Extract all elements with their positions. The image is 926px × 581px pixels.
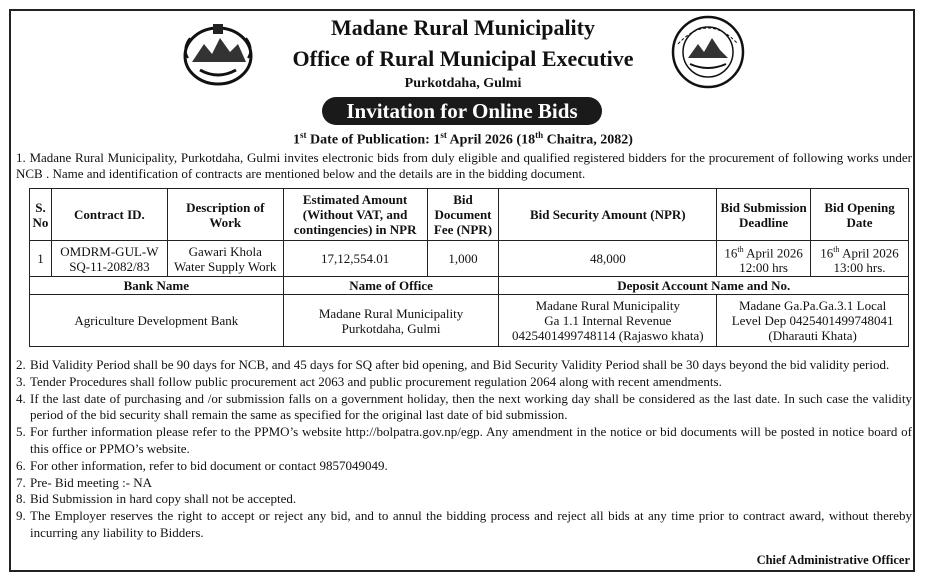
cell-fee: 1,000 xyxy=(427,241,499,277)
col-header-deposit: Deposit Account Name and No. xyxy=(499,277,909,295)
cell-estimate: 17,12,554.01 xyxy=(283,241,427,277)
cell-description: Gawari Khola Water Supply Work xyxy=(167,241,283,277)
bank-header-row xyxy=(30,277,909,295)
list-item: 8. Bid Submission in hard copy shall not be accepted. xyxy=(16,491,297,507)
col-header-estimate: Estimated Amount (Without VAT, and contingencies) in NPR xyxy=(283,189,427,241)
col-header-description: Description of Work xyxy=(167,189,283,241)
intro-paragraph: 1. Madane Rural Municipality, Purkotdaha, Gulmi invites electronic bids from duly eligible and qualified registered bidders for the procurement of following works under NCB . Name and identification of contracts are mentioned below and the details are in the bidding document. xyxy=(16,150,912,181)
cell-sno: 1 xyxy=(30,241,52,277)
list-item: 5. For further information please refer to the PPMO’s website http://bolpatra.gov.np/egp. Any amendment in the notice or bid documents will be posted in notice board of this office or PPMO’s website. xyxy=(16,424,912,456)
cell-deposit-revenue: Madane Rural Municipality Ga 1.1 Internal Revenue 0425401499748114 (Rajaswo khata) xyxy=(499,295,717,347)
list-item: 7. Pre- Bid meeting :- NA xyxy=(16,474,153,490)
cell-contract: OMDRM-GUL-W SQ-11-2082/83 xyxy=(51,241,167,277)
list-item: 3. Tender Procedures shall follow public procurement act 2063 and public procurement regulation 2064 along with recent amendments. xyxy=(16,373,722,389)
col-header-deadline: Bid Submission Deadline xyxy=(717,189,811,241)
bank-row xyxy=(30,295,909,347)
municipality-name: Madane Rural Municipality xyxy=(330,15,595,40)
col-header-office: Name of Office xyxy=(283,277,499,295)
col-header-fee: Bid Document Fee (NPR) xyxy=(427,189,499,241)
bid-table xyxy=(29,188,909,347)
table-row xyxy=(30,241,909,277)
col-header-bank: Bank Name xyxy=(30,277,284,295)
col-header-opening: Bid Opening Date xyxy=(811,189,909,241)
list-item: 2. Bid Validity Period shall be 90 days for NCB, and 45 days for SQ after bid opening, and Bid Security Validity Period shall be 30 days beyond the bid validity period. xyxy=(16,357,890,372)
col-header-sno: S. No xyxy=(30,189,52,241)
notes-list xyxy=(16,357,912,542)
list-item: 6. For other information, refer to bid document or contact 9857049049. xyxy=(16,457,388,473)
publication-date: 1st Date of Publication: 1st April 2026 (18th Chaitra, 2082) xyxy=(293,130,633,148)
list-item: 4. If the last date of purchasing and /or submission falls on a government holiday, then the next working day shall be considered as the last date. In such case the validity period of the bid security shall remain the same as specified for the original last date of bid submission. xyxy=(16,390,912,423)
cell-security: 48,000 xyxy=(499,241,717,277)
col-header-contract: Contract ID. xyxy=(51,189,167,241)
cell-office: Madane Rural Municipality Purkotdaha, Gulmi xyxy=(283,295,499,347)
office-name: Office of Rural Municipal Executive xyxy=(292,46,634,71)
cell-opening: 16th April 2026 13:00 hrs. xyxy=(811,241,909,277)
cell-deadline: 16th April 2026 12:00 hrs xyxy=(717,241,811,277)
signature-title: Chief Administrative Officer xyxy=(756,553,910,567)
list-item: 9. The Employer reserves the right to accept or reject any bid, and to annul the bidding process and reject all bids at any time prior to contract award, without thereby incurring any liability to Bidders. xyxy=(16,508,912,540)
table-header-row xyxy=(30,189,909,241)
notice-title-banner: Invitation for Online Bids xyxy=(322,97,602,125)
cell-bank: Agriculture Development Bank xyxy=(30,295,284,347)
col-header-security: Bid Security Amount (NPR) xyxy=(499,189,717,241)
cell-deposit-dharauti: Madane Ga.Pa.Ga.3.1 Local Level Dep 0425401499748041 (Dharauti Khata) xyxy=(717,295,909,347)
office-location: Purkotdaha, Gulmi xyxy=(404,76,522,91)
